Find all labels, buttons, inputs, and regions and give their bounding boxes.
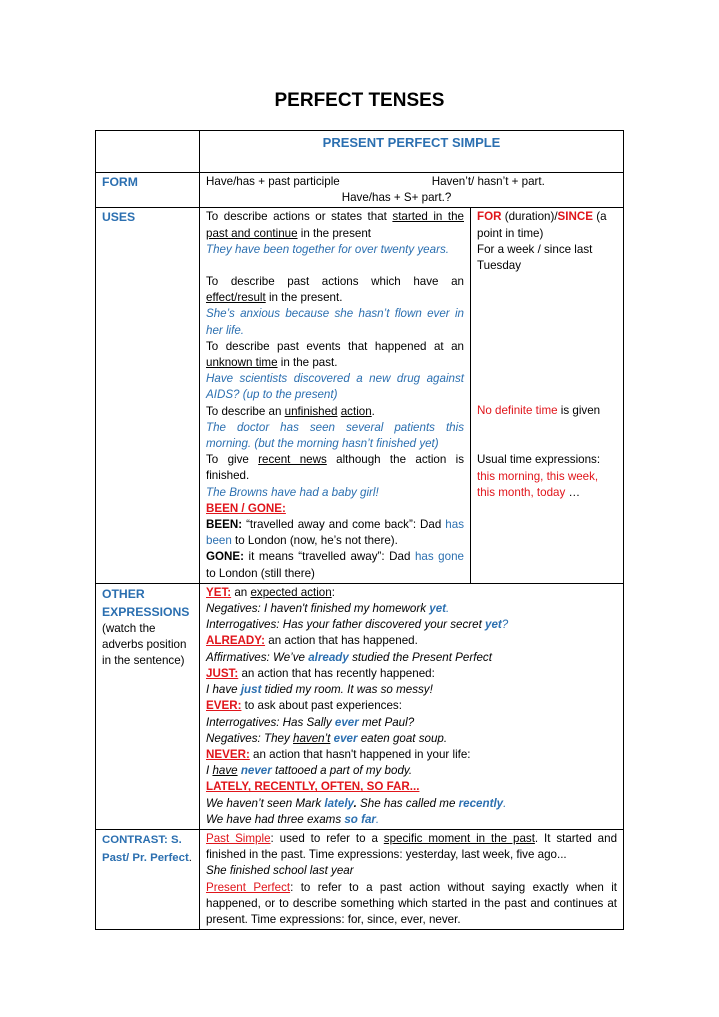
past-simple-explanation: Past Simple: used to refer to a specific moment in the past. It started and finished in the past. Time expressions: yesterday, last week, five ago... (206, 831, 618, 862)
uses-cell (200, 208, 471, 583)
page-title: PERFECT TENSES (274, 90, 445, 111)
been-gone-heading: BEEN / GONE: (206, 501, 286, 515)
uses-label: USES (96, 208, 200, 583)
never-example: I have never tattooed a part of my body. (206, 764, 413, 778)
tenses-table (95, 130, 624, 930)
just-heading: JUST: an action that has recently happened: (206, 666, 435, 680)
contrast-label-cell (96, 829, 200, 929)
ever-interrogative-example: Interrogatives: Has Sally ever met Paul? (206, 715, 415, 729)
present-perfect-explanation: Present Perfect: to refer to a past action without saying exactly when it happened, or to describe something which started in the past and continues at present. Time expressions: for, since, ever, never. (206, 880, 618, 926)
lately-heading: LATELY, RECENTLY, OFTEN, SO FAR... (206, 780, 420, 794)
use-4-example: The doctor has seen several patients this morning. (but the morning hasn’t finished yet) (206, 420, 464, 451)
lately-example: We haven’t seen Mark lately. She has called me recently. (206, 796, 507, 810)
already-heading: ALREADY: an action that has happened. (206, 634, 418, 648)
table-row (96, 131, 624, 173)
table-row (96, 583, 624, 829)
table-row (96, 173, 624, 208)
use-4: To describe an unfinished action. (206, 404, 375, 418)
already-example: Affirmatives: We’ve already studied the Present Perfect (206, 650, 492, 664)
uses-side-cell (471, 208, 624, 583)
never-heading: NEVER: an action that hasn't happened in your life: (206, 747, 471, 761)
just-example: I have just tidied my room. It was so messy! (206, 683, 433, 697)
other-label-cell (96, 583, 200, 829)
contrast-label: CONTRAST: S. Past/ Pr. Perfect (102, 833, 189, 864)
other-expressions-label: OTHER EXPRESSIONS (102, 586, 190, 619)
form-affirmative: Have/has + past participle (206, 175, 340, 188)
header-empty-cell (96, 131, 200, 173)
for-since-example: For a week / since last Tuesday (477, 242, 593, 273)
use-2-example: She’s anxious because she hasn’t flown ever in her life. (206, 307, 464, 337)
for-since-note: FOR (duration)/SINCE (a point in time) (477, 210, 607, 240)
so-far-example: We have had three exams so far. (206, 812, 380, 826)
other-expressions-note: (watch the adverbs position in the sentence) (102, 621, 187, 668)
table-row (96, 208, 624, 583)
form-cell (200, 173, 624, 208)
form-label: FORM (96, 173, 200, 208)
use-5-example: The Browns have had a baby girl! (206, 485, 379, 499)
section-header: PRESENT PERFECT SIMPLE (200, 131, 624, 173)
use-3: To describe past events that happened at an unknown time in the past. (206, 339, 464, 370)
use-2: To describe past actions which have an effect/result in the present. (206, 275, 464, 305)
yet-interrogative-example: Interrogatives: Has your father discovered your secret yet? (206, 618, 509, 632)
been-explanation: BEEN: “travelled away and come back”: Dad has been to London (now, he’s not there). (206, 518, 464, 548)
yet-heading: YET: an expected action: (206, 585, 335, 599)
no-definite-time-note: No definite time is given (477, 404, 601, 418)
form-negative: Haven’t/ hasn’t + part. (431, 175, 545, 188)
ever-heading: EVER: to ask about past experiences: (206, 699, 402, 713)
use-1-example: They have been together for over twenty years. (206, 242, 449, 256)
form-interrogative: Have/has + S+ part.? (341, 191, 452, 205)
contrast-cell (200, 829, 624, 929)
form-line-1 (206, 174, 617, 190)
ever-negative-example: Negatives: They haven’t ever eaten goat soup. (206, 731, 448, 745)
past-simple-example: She finished school last year (206, 864, 354, 878)
usual-time-expressions: Usual time expressions: this morning, this week, this month, today … (477, 453, 601, 499)
gone-explanation: GONE: it means “travelled away”: Dad has gone to London (still there) (206, 550, 464, 580)
contrast-label-period: . (188, 851, 192, 864)
other-cell (200, 583, 624, 829)
use-5: To give recent news although the action is finished. (206, 453, 465, 483)
yet-negative-example: Negatives: I haven't finished my homework yet. (206, 602, 450, 616)
table-row (96, 829, 624, 929)
use-1: To describe actions or states that started in the past and continue in the present (206, 210, 464, 240)
use-3-example: Have scientists discovered a new drug against AIDS? (up to the present) (206, 372, 464, 402)
